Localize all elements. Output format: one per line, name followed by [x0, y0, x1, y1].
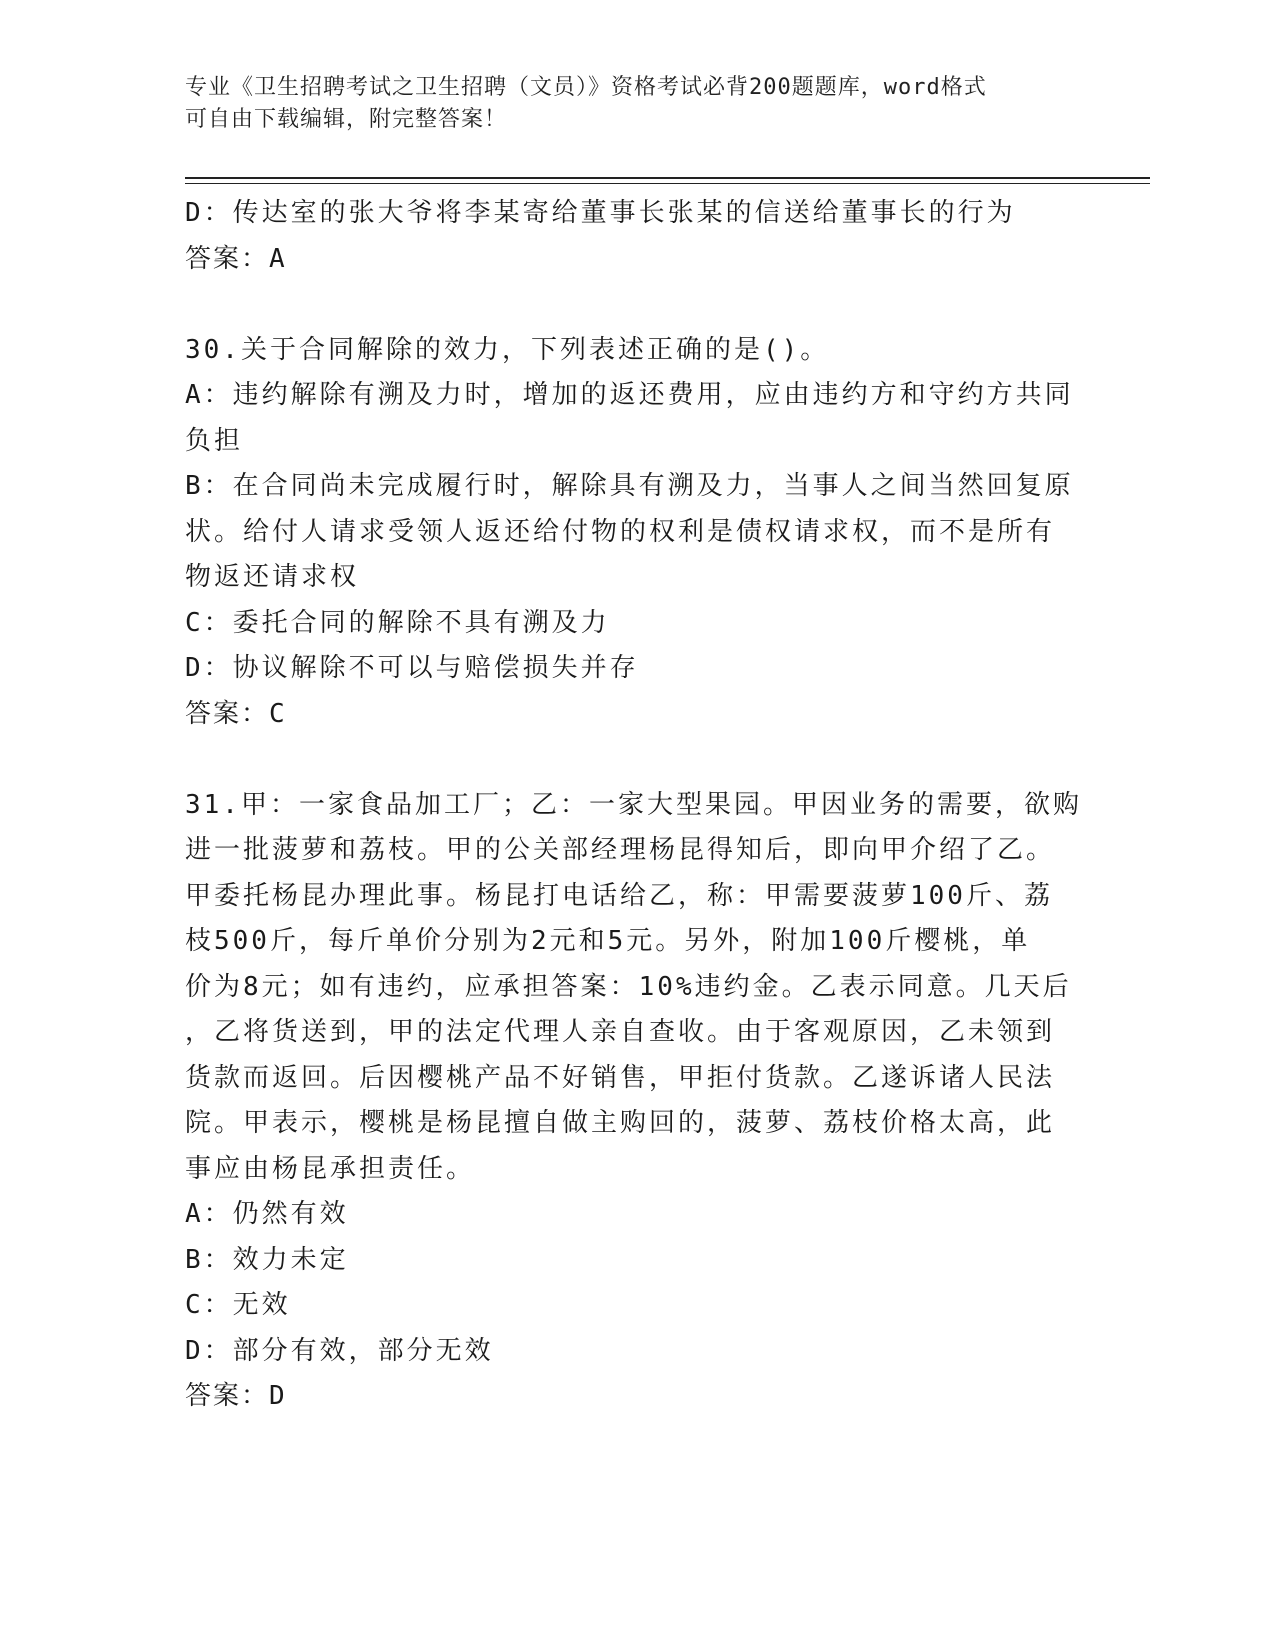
question-stem-line-9: 事应由杨昆承担责任。: [185, 1153, 476, 1184]
question-stem-line-7: 货款而返回。后因樱桃产品不好销售，甲拒付货款。乙遂诉诸人民法: [185, 1062, 1056, 1093]
spacer: [185, 737, 1085, 783]
option-b-line-1: B：在合同尚未完成履行时，解除具有溯及力，当事人之间当然回复原: [185, 471, 1074, 501]
question-content: [185, 191, 1085, 1420]
header-divider-thick: [185, 177, 1150, 179]
question-stem-line-5: 价为8元；如有违约，应承担答案：10%违约金。乙表示同意。几天后: [185, 971, 1072, 1002]
question-stem-line-3: 甲委托杨昆办理此事。杨昆打电话给乙，称：甲需要菠萝100斤、荔: [185, 880, 1053, 911]
option-b: B：效力未定: [185, 1244, 349, 1275]
previous-question-tail: [185, 191, 1085, 282]
answer-line: 答案：A: [185, 243, 287, 274]
question-stem-line-8: 院。甲表示，樱桃是杨昆擅自做主购回的，菠萝、荔枝价格太高，此: [185, 1108, 1056, 1138]
header-title-line-1: 专业《卫生招聘考试之卫生招聘（文员）》资格考试必背200题题库，word格式: [185, 75, 987, 100]
option-a-line-2: 负担: [185, 425, 244, 456]
option-c: C：无效: [185, 1290, 291, 1320]
option-d: D：传达室的张大爷将李某寄给董事长张某的信送给董事长的行为: [185, 198, 1016, 228]
question-stem-line-2: 进一批菠萝和荔枝。甲的公关部经理杨昆得知后，即向甲介绍了乙。: [185, 835, 1056, 865]
option-a: A：仍然有效: [185, 1199, 349, 1229]
answer-line: 答案：D: [185, 1381, 287, 1411]
question-30: [185, 328, 1085, 738]
header-divider-thin: [185, 183, 1150, 184]
header-title-line-2: 可自由下载编辑，附完整答案！: [185, 107, 508, 132]
option-b-line-2: 状。给付人请求受领人返还给付物的权利是债权请求权，而不是所有: [185, 516, 1056, 547]
question-stem-line-4: 枝500斤，每斤单价分别为2元和5元。另外，附加100斤樱桃，单: [185, 926, 1031, 956]
answer-line: 答案：C: [185, 698, 287, 729]
question-stem-line-6: ，乙将货送到，甲的法定代理人亲自查收。由于客观原因，乙未领到: [185, 1017, 1056, 1047]
question-stem: 30.关于合同解除的效力，下列表述正确的是()。: [185, 334, 830, 365]
option-b-line-3: 物返还请求权: [185, 562, 360, 592]
document-header: [185, 72, 1065, 136]
question-31: [185, 783, 1085, 1420]
option-a-line-1: A：违约解除有溯及力时，增加的返还费用，应由违约方和守约方共同: [185, 380, 1074, 410]
option-d: D：部分有效，部分无效: [185, 1335, 494, 1366]
question-stem-line-1: 31.甲：一家食品加工厂；乙：一家大型果园。甲因业务的需要，欲购: [185, 789, 1082, 820]
option-c: C：委托合同的解除不具有溯及力: [185, 607, 610, 638]
option-d: D：协议解除不可以与赔偿损失并存: [185, 653, 639, 683]
spacer: [185, 282, 1085, 328]
